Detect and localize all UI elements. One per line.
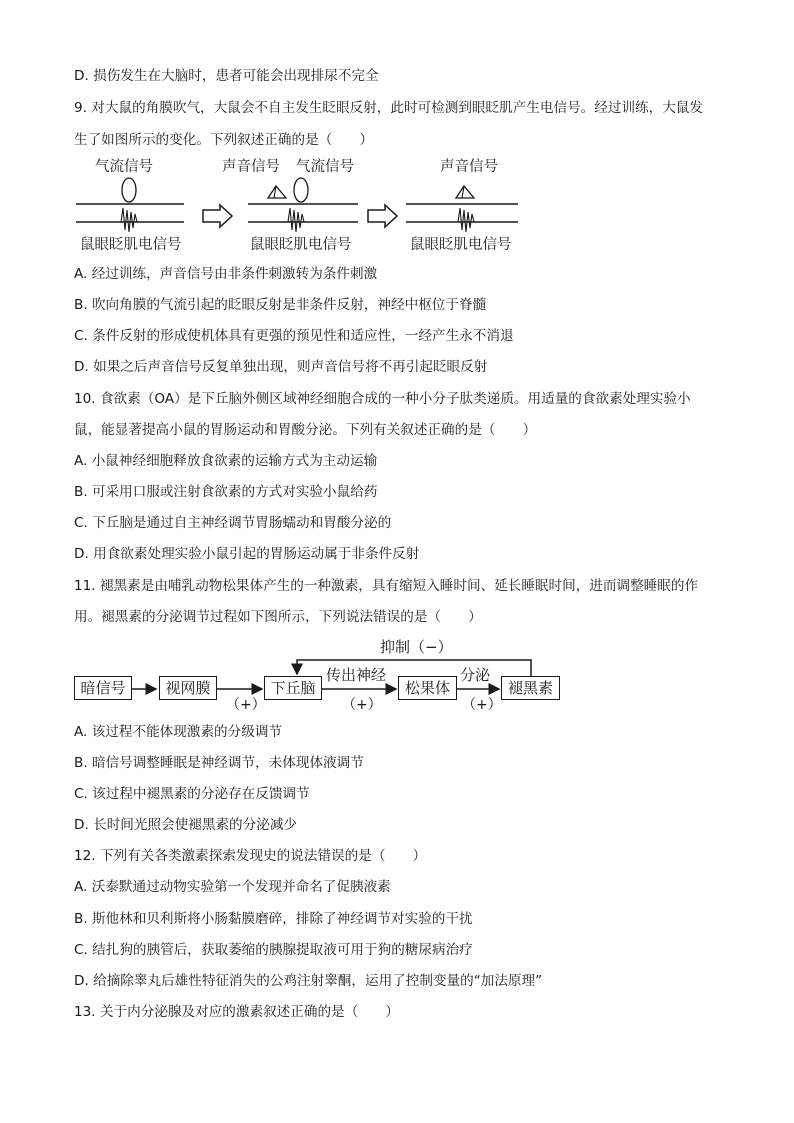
q10-option-b: B. 可采用口服或注射食欲素的方式对实验小鼠给药: [74, 484, 378, 500]
efferent-nerve-label: 传出神经: [326, 666, 387, 684]
plus-label-2: （+）: [342, 697, 382, 713]
q10-option-d: D. 用食欲素处理实验小鼠引起的胃肠运动属于非条件反射: [74, 546, 420, 562]
pineal-body-box: 松果体: [398, 676, 457, 700]
plus-label-3: （+）: [462, 697, 502, 713]
q11-option-a: A. 该过程不能体现激素的分级调节: [74, 724, 283, 740]
q9-option-b: B. 吹向角膜的气流引起的眨眼反射是非条件反射，神经中枢位于脊髓: [74, 297, 487, 313]
retina-box: 视网膜: [159, 676, 217, 700]
q9-option-c: C. 条件反射的形成使机体具有更强的预见性和适应性，一经产生永不消退: [74, 328, 514, 344]
q8-option-d: D. 损伤发生在大脑时，患者可能会出现排尿不完全: [74, 68, 379, 84]
q9-stem-line1: 9. 对大鼠的角膜吹气，大鼠会不自主发生眨眼反射，此时可检测到眼眨肌产生电信号。经过训练，大鼠发: [74, 100, 704, 116]
q10-stem-line1: 10. 食欲素（OA）是下丘脑外侧区域神经细胞合成的一种小分子肽类递质。用适量的食欲素处理实验小: [74, 391, 691, 407]
q9-panel2-top-label-b: 气流信号: [296, 159, 354, 175]
q10-option-c: C. 下丘脑是通过自主神经调节胃肠蠕动和胃酸分泌的: [74, 515, 392, 531]
hypothalamus-box: 下丘脑: [264, 676, 322, 700]
q11-option-b: B. 暗信号调整睡眠是神经调节，未体现体液调节: [74, 755, 364, 771]
q13-stem: 13. 关于内分泌腺及对应的激素叙述正确的是（ ）: [74, 1004, 400, 1020]
q12-option-b: B. 斯他林和贝利斯将小肠黏膜磨碎，排除了神经调节对实验的干扰: [74, 911, 473, 927]
q9-panel3-top-label: 声音信号: [440, 159, 498, 175]
q12-option-d: D. 给摘除睾丸后雄性特征消失的公鸡注射睾酮，运用了控制变量的“加法原理”: [74, 973, 543, 989]
q11-option-c: C. 该过程中褪黑素的分泌存在反馈调节: [74, 786, 310, 802]
dark-signal-box: 暗信号: [74, 676, 132, 700]
q9-panel1-bottom-label: 鼠眼眨肌电信号: [80, 237, 182, 253]
q11-stem-line2: 用。褪黑素的分泌调节过程如下图所示，下列说法错误的是（ ）: [74, 609, 482, 625]
inhibit-label: 抑制（−）: [380, 638, 453, 656]
q10-stem-line2: 鼠，能显著提高小鼠的胃肠运动和胃酸分泌。下列有关叙述正确的是（ ）: [74, 422, 537, 438]
q9-option-d: D. 如果之后声音信号反复单独出现，则声音信号将不再引起眨眼反射: [74, 359, 488, 375]
q9-option-a: A. 经过训练，声音信号由非条件刺激转为条件刺激: [74, 266, 378, 282]
q9-panel1-top-label: 气流信号: [95, 159, 153, 175]
plus-label-1: （+）: [226, 697, 266, 713]
melatonin-box: 褪黑素: [501, 676, 560, 700]
q11-stem-line1: 11. 褪黑素是由哺乳动物松果体产生的一种激素，具有缩短入睡时间、延长睡眠时间，进而调整睡眠的作: [74, 578, 699, 594]
secrete-label: 分泌: [460, 666, 491, 684]
q10-option-a: A. 小鼠神经细胞释放食欲素的运输方式为主动运输: [74, 453, 378, 469]
q12-option-a: A. 沃泰默通过动物实验第一个发现并命名了促胰液素: [74, 879, 391, 895]
q12-option-c: C. 结扎狗的胰管后，获取萎缩的胰腺提取液可用于狗的糖尿病治疗: [74, 942, 473, 958]
q9-panel2-bottom-label: 鼠眼眨肌电信号: [250, 237, 352, 253]
q9-panel2-top-label-a: 声音信号: [222, 159, 280, 175]
q9-stem-line2: 生了如图所示的变化。下列叙述正确的是（ ）: [74, 132, 374, 148]
q12-stem: 12. 下列有关各类激素探索发现史的说法错误的是（ ）: [74, 848, 427, 864]
q11-option-d: D. 长时间光照会使褪黑素的分泌减少: [74, 817, 298, 833]
q9-panel3-bottom-label: 鼠眼眨肌电信号: [410, 237, 512, 253]
